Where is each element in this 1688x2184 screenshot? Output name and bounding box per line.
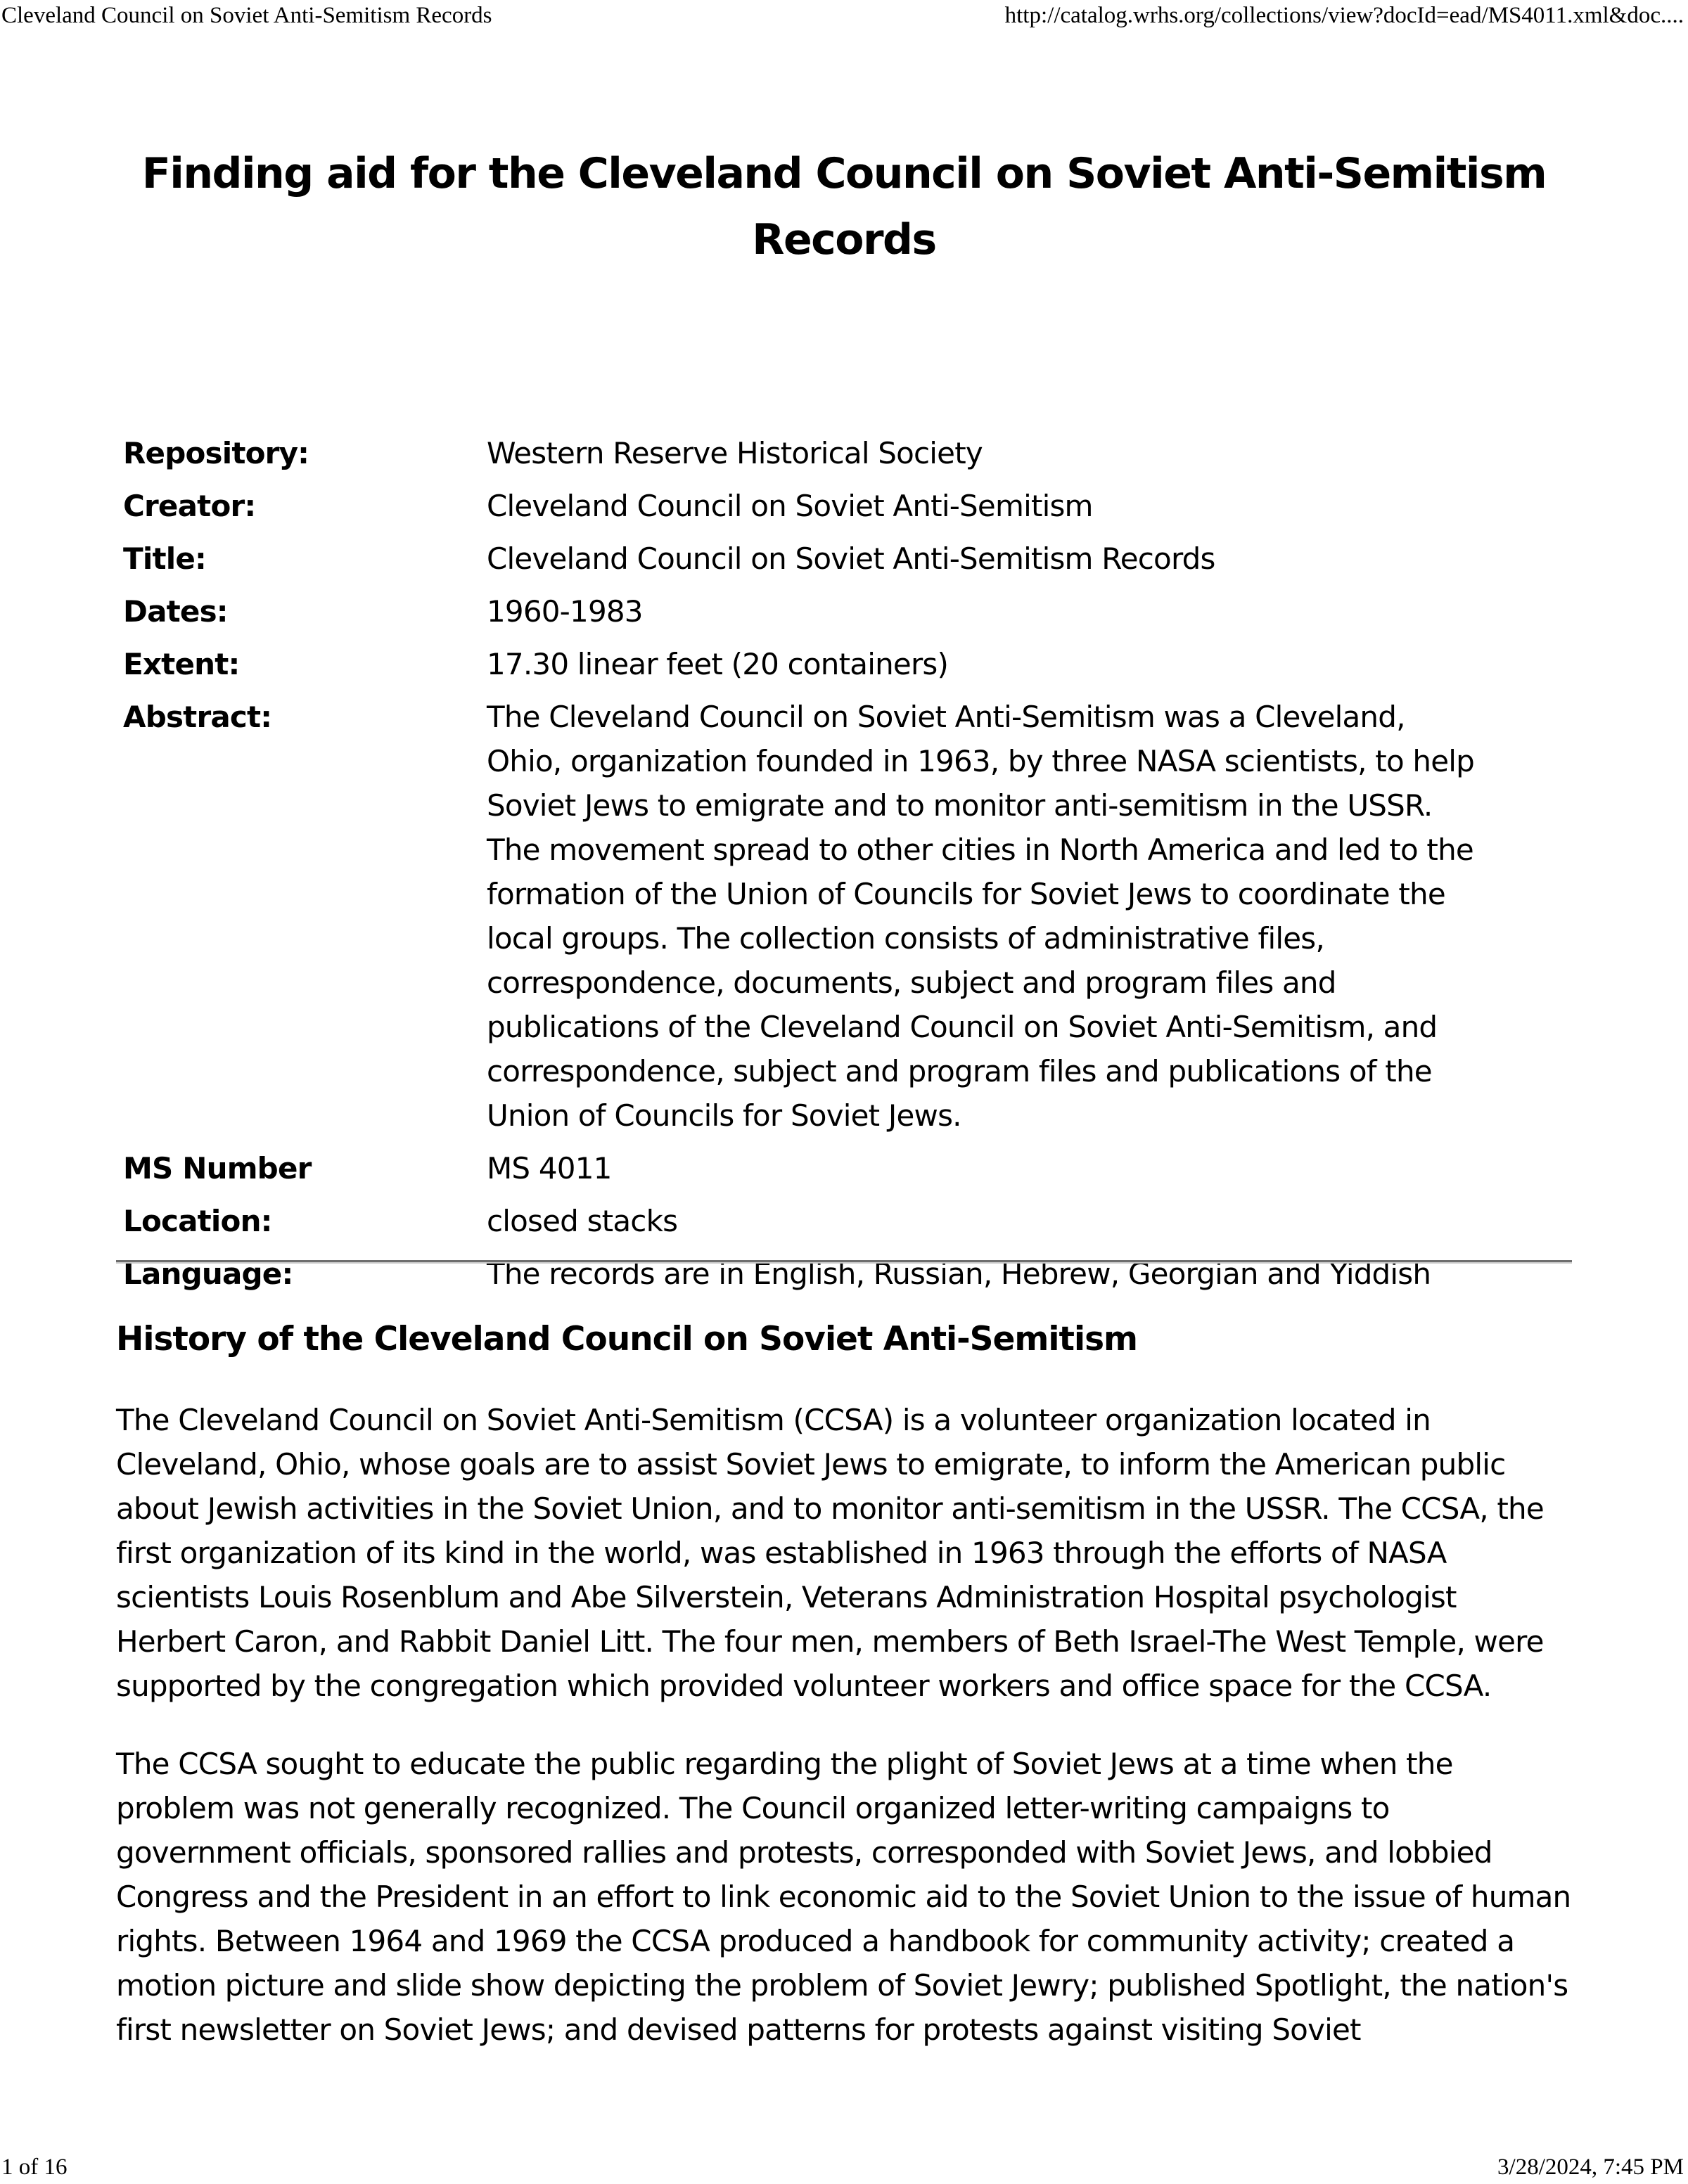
summary-value: 1960-1983 bbox=[487, 594, 643, 629]
summary-label: MS Number bbox=[123, 1151, 312, 1186]
summary-value: 17.30 linear feet (20 containers) bbox=[487, 647, 949, 681]
summary-value: MS 4011 bbox=[487, 1151, 612, 1186]
summary-row-ms-number bbox=[123, 1142, 1572, 1195]
history-paragraph: The CCSA sought to educate the public regarding the plight of Soviet Jews at a time when the problem was not generally recognized. The Council organized letter-writing campaigns to government officials, sponsored rallies and protests, corresponded with Soviet Jews, and lobbied Congress and the President in an effort to link economic aid to the Soviet Union to the issue of human rights. Between 1964 and 1969 the CCSA produced a handbook for community activity; created a motion picture and slide show depicting the problem of Soviet Jewry; published Spotlight, the nation's first newsletter on Soviet Jews; and devised patterns for protests against visiting Soviet bbox=[116, 1747, 1571, 2047]
summary-label: Creator: bbox=[123, 489, 256, 523]
summary-row-abstract bbox=[123, 690, 1572, 1142]
summary-label: Abstract: bbox=[123, 700, 272, 734]
page-number: 1 of 16 bbox=[1, 2154, 68, 2180]
summary-value: Cleveland Council on Soviet Anti-Semitism bbox=[487, 489, 1093, 523]
print-header-url: http://catalog.wrhs.org/collections/view?docId=ead/MS4011.xml&doc.... bbox=[1004, 3, 1684, 28]
summary-label: Location: bbox=[123, 1204, 272, 1238]
summary-value: closed stacks bbox=[487, 1204, 678, 1238]
history-section-body bbox=[116, 1398, 1572, 2086]
print-header bbox=[0, 1, 1688, 32]
summary-row-extent bbox=[123, 638, 1572, 690]
summary-row-creator bbox=[123, 480, 1572, 532]
summary-row-title bbox=[123, 532, 1572, 585]
summary-row-location bbox=[123, 1195, 1572, 1247]
summary-label: Extent: bbox=[123, 647, 240, 681]
page-title: Finding aid for the Cleveland Council on Soviet Anti-Semitism Records bbox=[141, 149, 1547, 264]
summary-row-dates bbox=[123, 585, 1572, 638]
summary-row-language bbox=[123, 1247, 1572, 1300]
summary-value: Western Reserve Historical Society bbox=[487, 436, 983, 470]
summary-label: Title: bbox=[123, 541, 207, 576]
summary-label: Dates: bbox=[123, 594, 228, 629]
print-timestamp: 3/28/2024, 7:45 PM bbox=[1497, 2154, 1684, 2180]
section-divider bbox=[116, 1260, 1572, 1264]
history-heading: History of the Cleveland Council on Soviet Anti-Semitism bbox=[116, 1320, 1138, 1358]
summary-label: Language: bbox=[123, 1257, 293, 1291]
print-header-title: Cleveland Council on Soviet Anti-Semitism Records bbox=[1, 3, 492, 28]
collection-summary-table bbox=[123, 427, 1572, 1300]
summary-value: The Cleveland Council on Soviet Anti-Semitism was a Cleveland, Ohio, organization founded in 1963, by three NASA scientists, to help Soviet Jews to emigrate and to monitor anti-semitism in the USSR. The movement spread to other cities in North America and led to the formation of the Union of Councils for Soviet Jews to coordinate the local groups. The collection consists of administrative files, correspondence, documents, subject and program files and publications of the Cleveland Council on Soviet Anti-Semitism, and correspondence, subject and program files and publications of the Union of Councils for Soviet Jews. bbox=[487, 700, 1474, 1133]
summary-row-repository bbox=[123, 427, 1572, 480]
print-footer bbox=[0, 2153, 1688, 2184]
summary-value: The records are in English, Russian, Hebrew, Georgian and Yiddish bbox=[487, 1257, 1431, 1291]
history-paragraph: The Cleveland Council on Soviet Anti-Semitism (CCSA) is a volunteer organization located in Cleveland, Ohio, whose goals are to assist Soviet Jews to emigrate, to inform the American public about Jewish activities in the Soviet Union, and to monitor anti-semitism in the USSR. The CCSA, the first organization of its kind in the world, was established in 1963 through the efforts of NASA scientists Louis Rosenblum and Abe Silverstein, Veterans Administration Hospital psychologist Herbert Caron, and Rabbit Daniel Litt. The four men, members of Beth Israel-The West Temple, were supported by the congregation which provided volunteer workers and office space for the CCSA. bbox=[116, 1403, 1544, 1703]
summary-value: Cleveland Council on Soviet Anti-Semitism Records bbox=[487, 541, 1215, 576]
summary-label: Repository: bbox=[123, 436, 309, 470]
